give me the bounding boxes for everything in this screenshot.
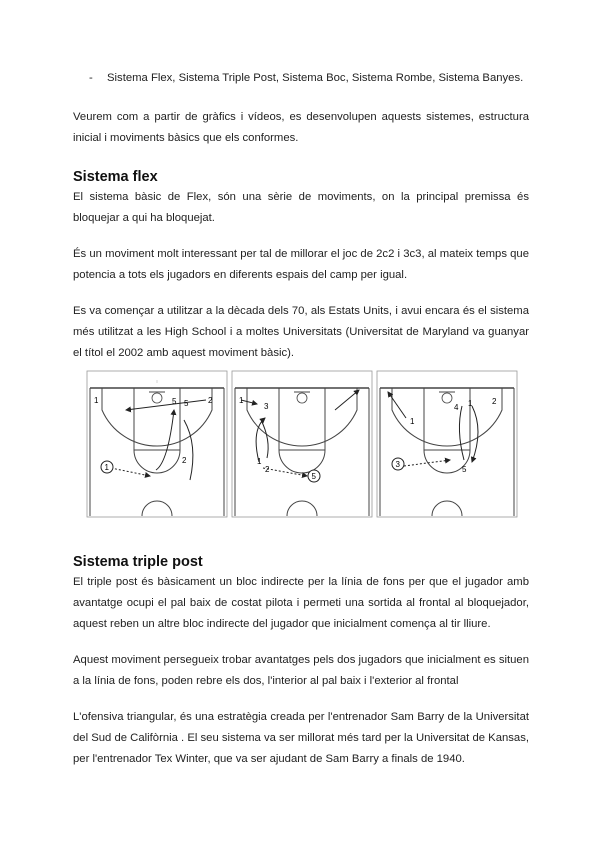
diagram-label: 2 <box>265 465 270 474</box>
diagram-label: 1 <box>104 463 109 472</box>
diagram-label: 2 <box>208 396 213 405</box>
diagram-label: 1 <box>468 399 473 408</box>
diagram-label: 5 <box>172 397 177 406</box>
heading-flex: Sistema flex <box>73 169 158 185</box>
flex-diagram-3 <box>376 370 518 518</box>
diagram-label: 1 <box>239 396 244 405</box>
flex-paragraph-2: És un moviment molt interessant per tal de millorar el joc de 2c2 i 3c3, al mateix temps que potencia a tots els jugadors en diferents espais del camp per igual. <box>73 248 529 281</box>
triple-paragraph-2: Aquest moviment persegueix trobar avantatges pels dos jugadors que inicialment es situen a la línia de fons, poden rebre els dos, l'interior al pal baix i l'exterior al frontal <box>73 654 529 687</box>
diagram-label: 1 <box>257 457 262 466</box>
triple-paragraph-1: El triple post és bàsicament un bloc indirecte per la línia de fons per que el jugador amb avantatge ocupi el pal baix de costat pilota i permeti una sortida al frontal al bloquejador, aquest reben un altre bloc indirecte del jugador que inicialment comença al tir lliure. <box>73 576 529 630</box>
flex-paragraph-3: Es va començar a utilitzar a la dècada dels 70, als Estats Units, i avui encara és el sistema més utilitzat a les High School i a moltes Universitats (Universitat de Maryland va guanyar el títol el 2002 amb aquest moviment bàsic). <box>73 305 529 359</box>
diagram-label: 4 <box>454 403 459 412</box>
bullet-text: Sistema Flex, Sistema Triple Post, Sistema Boc, Sistema Rombe, Sistema Banyes. <box>107 72 524 84</box>
flex-diagrams <box>86 370 518 518</box>
diagram-label: 5 <box>184 399 189 408</box>
diagram-label: 2 <box>182 456 187 465</box>
flex-diagram-1 <box>86 370 228 518</box>
flex-paragraph-1: El sistema bàsic de Flex, són una sèrie de moviments, on la principal premissa és bloquejar a qui ha bloquejat. <box>73 191 529 224</box>
bullet-dash: - <box>89 72 93 84</box>
intro-paragraph: Veurem com a partir de gràfics i vídeos, es desenvolupen aquests sistemes, estructura inicial i moviments bàsics que els conformes. <box>73 111 529 144</box>
diagram-label: 3 <box>395 460 400 469</box>
triple-paragraph-3: L'ofensiva triangular, és una estratègia creada per l'entrenador Sam Barry de la Universitat del Sud de Califòrnia . El seu sistema va ser millorat més tard per la Universitat de Kansas, per l'entrenador Tex Winter, que va ser ajudant de Sam Barry a finals de 1940. <box>73 711 529 765</box>
diagram-label: 5 <box>311 472 316 481</box>
diagram-label: 2 <box>492 397 497 406</box>
diagram-label: 5 <box>462 465 467 474</box>
flex-diagram-2 <box>231 370 373 518</box>
heading-triple-post: Sistema triple post <box>73 554 203 570</box>
diagram-label: 1 <box>410 417 415 426</box>
diagram-label: 1 <box>94 396 99 405</box>
diagram-label: 3 <box>264 402 269 411</box>
